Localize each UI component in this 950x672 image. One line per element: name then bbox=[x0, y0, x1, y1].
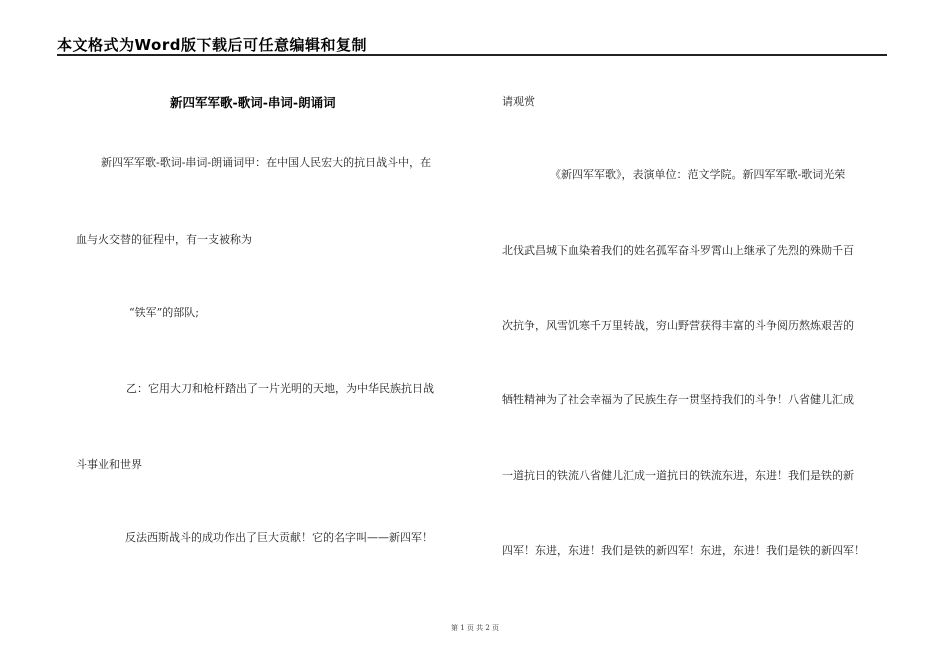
document-title: 新四军军歌-歌词-串词-朗诵词 bbox=[170, 95, 336, 110]
page-header bbox=[57, 32, 887, 56]
left-line-2: 血与火交替的征程中，有一支被称为 bbox=[76, 233, 252, 246]
left-line-5: 斗事业和世界 bbox=[76, 458, 142, 471]
left-line-4: 乙：它用大刀和枪杆踏出了一片光明的天地，为中华民族抗日战 bbox=[126, 382, 434, 395]
right-line-7: 四军！东进，东进！我们是铁的新四军！东进，东进！我们是铁的新四军！ bbox=[502, 544, 865, 557]
right-line-4: 次抗争，风雪饥寒千万里转战，穷山野营获得丰富的斗争阅历熬炼艰苦的 bbox=[502, 319, 854, 332]
right-line-2: 《新四军军歌》，表演单位：范文学院。新四军军歌-歌词光荣 bbox=[550, 168, 846, 181]
right-line-5: 牺牲精神为了社会幸福为了民族生存一贯坚持我们的斗争！八省健儿汇成 bbox=[502, 393, 854, 406]
right-line-1: 请观赏 bbox=[502, 95, 535, 108]
header-title: 本文格式为Word版下载后可任意编辑和复制 bbox=[57, 36, 367, 54]
right-line-6: 一道抗日的铁流八省健儿汇成一道抗日的铁流东进，东进！我们是铁的新 bbox=[502, 469, 854, 482]
page-number: 第 1 页 共 2 页 bbox=[450, 624, 500, 632]
left-line-1: 新四军军歌-歌词-串词-朗诵词甲：在中国人民宏大的抗日战斗中，在 bbox=[101, 156, 432, 169]
left-line-3: “铁军”的部队; bbox=[129, 306, 199, 319]
right-line-3: 北伐武昌城下血染着我们的姓名孤军奋斗罗霄山上继承了先烈的殊勋千百 bbox=[502, 244, 854, 257]
left-line-6: 反法西斯战斗的成功作出了巨大贡献！它的名字叫——新四军！ bbox=[125, 531, 433, 544]
